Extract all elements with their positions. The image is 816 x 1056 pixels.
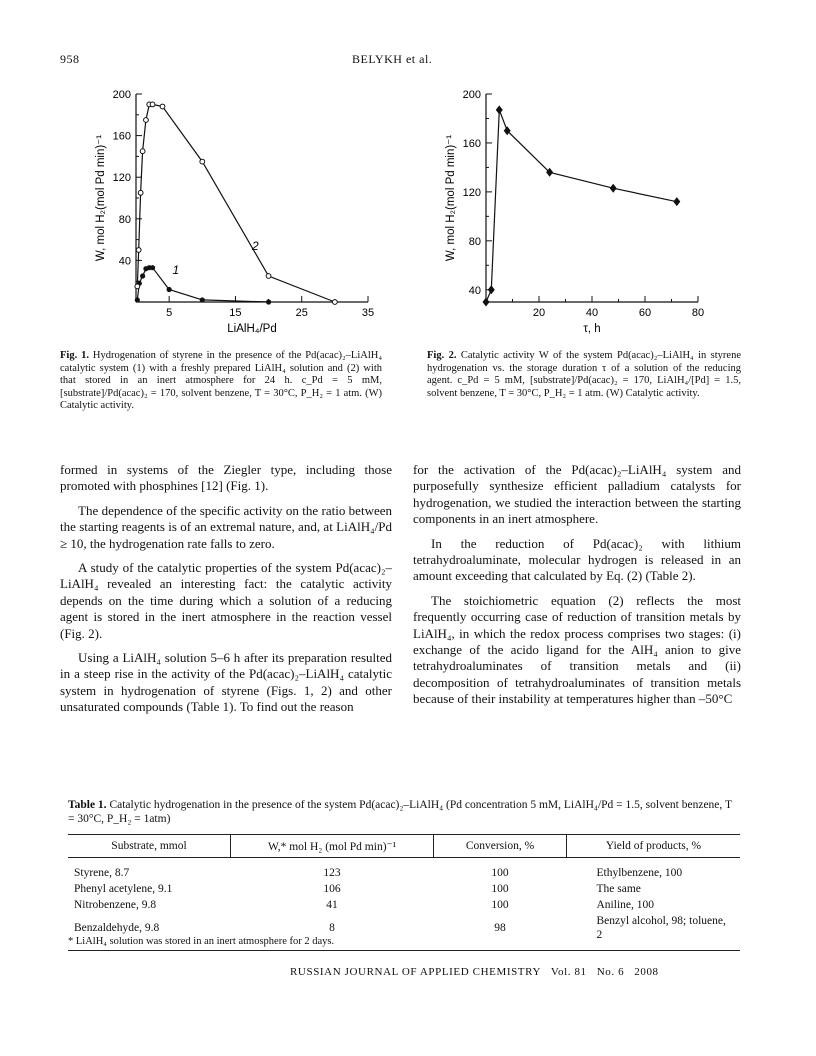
- data-point: [136, 248, 141, 253]
- data-point: [144, 118, 149, 123]
- series-line: [137, 268, 268, 302]
- x-tick-label: 25: [295, 307, 308, 319]
- table-cell: 41: [326, 899, 338, 911]
- x-axis-label: τ, h: [583, 323, 601, 335]
- y-tick-label: 80: [118, 213, 131, 226]
- figure-1-caption: [60, 350, 382, 413]
- x-tick-label: 15: [229, 307, 242, 319]
- y-tick-label: 40: [118, 255, 131, 268]
- data-point: [200, 159, 205, 164]
- data-point: [673, 197, 680, 206]
- x-tick-label: 60: [638, 307, 652, 319]
- figure-1-caption-label: Fig. 1.: [60, 350, 89, 361]
- y-tick-label: 160: [462, 137, 481, 150]
- journal-issue: No. 6: [596, 966, 625, 978]
- series-label: 1: [172, 262, 180, 277]
- journal-year: 2008: [634, 966, 659, 978]
- y-tick-label: 200: [112, 89, 131, 101]
- figure-2-caption: [427, 350, 741, 400]
- figure-2-plot: [445, 89, 704, 335]
- table-header-row: [68, 835, 740, 858]
- data-point: [332, 300, 337, 305]
- x-axis-label: LiAlH₄/Pd: [227, 323, 277, 335]
- page-number: 958: [60, 52, 80, 66]
- table-cell: 106: [323, 883, 341, 895]
- series-label: 2: [252, 239, 259, 253]
- left-column: [60, 462, 392, 724]
- table-cell: Nitrobenzene, 9.8: [74, 899, 157, 911]
- y-tick-label: 120: [112, 172, 131, 185]
- figure-1-caption-text: Hydrogenation of styrene in the presence of the Pd(acac)₂–LiAlH₄ catalytic system (1) with a freshly prepared LiAlH₄ solution and (2) with that stored in an inert atmosphere for 24 h. c_Pd = 5 mM, [substrate]/Pd(acac)₂ = 170, solvent benzene, T = 30°C, P_H₂ = 1 atm. (W) Catalytic activity.: [60, 350, 382, 412]
- y-tick-label: 80: [468, 235, 481, 248]
- data-point: [200, 297, 205, 302]
- table-cell: 100: [491, 883, 509, 895]
- x-tick-label: 35: [361, 307, 375, 319]
- data-point: [266, 299, 271, 304]
- figure-2-caption-label: Fig. 2.: [427, 350, 457, 361]
- table-cell: 98: [494, 922, 506, 934]
- right-paragraph-1: for the activation of the Pd(acac)₂–LiAlH₄ system and purposefully synthesize efficient palladium catalysts for hydrogenation, we studied the interaction between the starting components in an inert atmosphere.: [413, 462, 741, 527]
- data-point: [135, 284, 140, 289]
- left-paragraph-4: Using a LiAlH₄ solution 5–6 h after its preparation resulted in a steep rise in the activity of the Pd(acac)₂–LiAlH₄ catalytic system in hydrogenation of styrene (Figs. 1, 2) and other unsaturated compounds (Table 1). To find out the reason: [60, 650, 392, 715]
- y-tick-label: 160: [112, 130, 131, 143]
- data-point: [483, 298, 490, 307]
- x-tick-label: 40: [585, 307, 599, 319]
- y-axis-label: W, mol H₂(mol Pd min)⁻¹: [445, 134, 457, 262]
- data-point: [140, 149, 145, 154]
- table-cell: 8: [329, 922, 335, 934]
- table-footnote: * LiAlH₄ solution was stored in an inert atmosphere for 2 days.: [68, 936, 335, 947]
- right-paragraph-2: In the reduction of Pd(acac)₂ with lithium tetrahydroaluminate, molecular hydrogen is released in an amount exceeding that calculated by Eq. (2) (Table 2).: [413, 535, 741, 584]
- data-point: [150, 102, 155, 107]
- data-point: [140, 273, 145, 278]
- table-cell: Styrene, 8.7: [74, 867, 130, 879]
- data-point: [160, 104, 165, 109]
- table-cell: Benzaldehyde, 9.8: [74, 922, 160, 934]
- table-header-cell: Yield of products, %: [567, 835, 741, 858]
- table-row: [68, 897, 740, 913]
- left-paragraph-3: A study of the catalytic properties of the system Pd(acac)₂–LiAlH₄ revealed an interesting fact: the catalytic activity depends on the time during which a solution of a reducing agent is stored in the inert atmosphere in the reaction vessel (Fig. 2).: [60, 560, 392, 641]
- table-cell: 100: [491, 867, 509, 879]
- table-row: [68, 858, 740, 882]
- right-paragraph-3: The stoichiometric equation (2) reflects the most frequently occurring case of reduction of transition metals by LiAlH₄, in which the redox process comprises two stages: (i) exchange of the acido ligand for the AlH₄ anion to give tetrahydroaluminates of transition metals and (ii) decomposition of tetrahydroaluminates of transition metals because of their instability at temperatures higher than –50°C: [413, 592, 741, 707]
- series-line: [486, 110, 677, 302]
- running-title: BELYKH et al.: [352, 52, 433, 66]
- table-header-cell: Substrate, mmol: [68, 835, 231, 858]
- journal-name: RUSSIAN JOURNAL OF APPLIED CHEMISTRY: [290, 966, 542, 978]
- table-1-caption-label: Table 1.: [68, 799, 107, 811]
- table-1: [68, 834, 740, 951]
- figure-1-plot: [95, 89, 374, 335]
- journal-volume: Vol. 81: [550, 966, 587, 978]
- table-cell: 100: [491, 899, 509, 911]
- table-cell: Benzyl alcohol, 98; toluene, 2: [596, 915, 726, 941]
- y-tick-label: 200: [462, 89, 481, 101]
- y-tick-label: 120: [462, 186, 481, 199]
- table-header-cell: W,* mol H₂ (mol Pd min)⁻¹: [231, 835, 434, 858]
- left-paragraph-1: formed in systems of the Ziegler type, including those promoted with phosphines [12] (Fig. 1).: [60, 462, 392, 494]
- data-point: [266, 274, 271, 279]
- data-point: [150, 265, 155, 270]
- data-point: [167, 287, 172, 292]
- data-point: [488, 285, 495, 294]
- journal-footer: [290, 966, 659, 978]
- table-cell: 123: [323, 867, 341, 879]
- table-cell: Ethylbenzene, 100: [596, 867, 683, 879]
- right-column: [413, 462, 741, 716]
- figure-2-caption-text: Catalytic activity W of the system Pd(acac)₂–LiAlH₄ in styrene hydrogenation vs. the storage duration τ of a solution of the reducing agent. c_Pd = 5 mM, [substrate]/Pd(acac)₂ = 170, LiAlH₄/[Pd] = 1.5, solvent benzene, T = 30°C, P_H₂ = 1 atm. (W) Catalytic activity.: [427, 350, 741, 399]
- table-cell: Aniline, 100: [596, 899, 654, 911]
- figure-2-chart: [430, 84, 720, 340]
- table-1-caption: [68, 798, 740, 826]
- figure-1-chart: [95, 84, 390, 340]
- series-line: [137, 104, 335, 302]
- y-axis-label: W, mol H₂(mol Pd min)⁻¹: [95, 134, 107, 262]
- data-point: [135, 297, 140, 302]
- data-point: [610, 184, 617, 193]
- table-1-caption-text: Catalytic hydrogenation in the presence of the system Pd(acac)₂–LiAlH₄ (Pd concentration 5 mM, LiAlH₄/Pd = 1.5, solvent benzene, T = 30°C, P_H₂ = 1atm): [68, 799, 732, 825]
- table-cell: Phenyl acetylene, 9.1: [74, 883, 173, 895]
- table-header-cell: Conversion, %: [434, 835, 567, 858]
- table-row: [68, 881, 740, 897]
- data-point: [496, 105, 503, 114]
- x-tick-label: 80: [691, 307, 705, 319]
- y-tick-label: 40: [468, 284, 481, 297]
- left-paragraph-2: The dependence of the specific activity on the ratio between the starting reagents is of an extremal nature, and, at LiAlH₄/Pd ≥ 10, the hydrogenation rate falls to zero.: [60, 502, 392, 551]
- data-point: [138, 190, 143, 195]
- x-tick-label: 20: [532, 307, 546, 319]
- table-cell: The same: [596, 883, 641, 895]
- x-tick-label: 5: [166, 307, 173, 319]
